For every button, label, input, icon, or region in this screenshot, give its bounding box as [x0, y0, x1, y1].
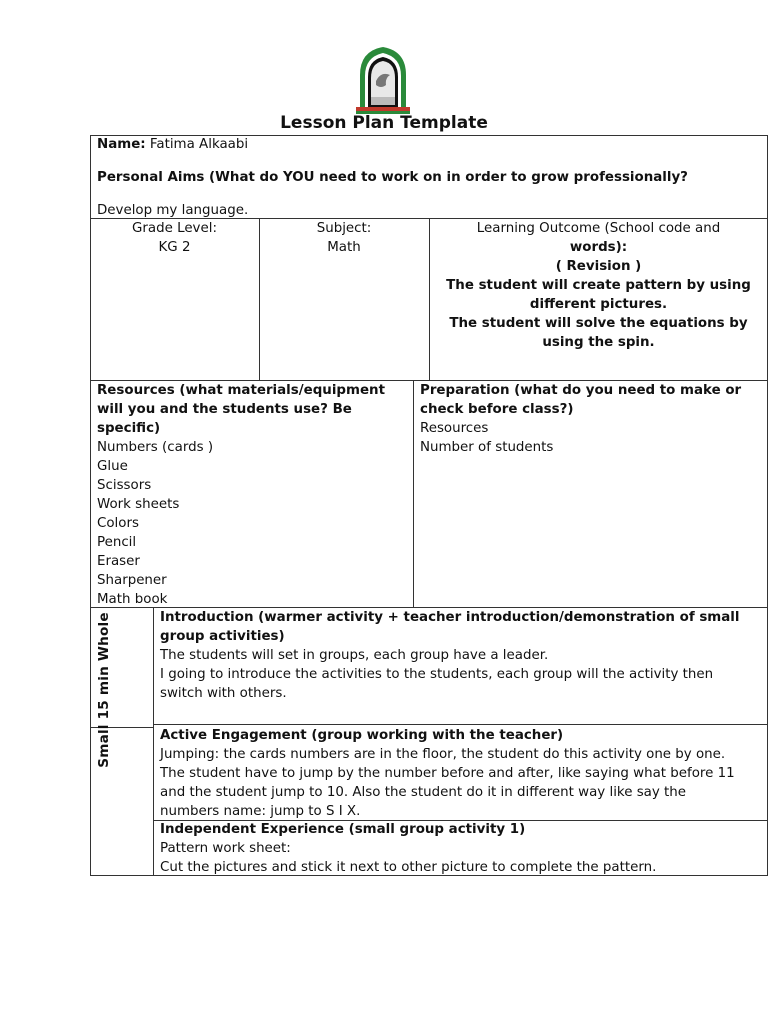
learning-outcome-label-cont: words): [569, 240, 628, 255]
outcome-line: The student will solve the equations by [449, 316, 748, 331]
preparation-heading-cont: check before class?) [420, 402, 574, 417]
independent-experience-heading: Independent Experience (small group activity 1) [160, 822, 526, 837]
personal-aims-label: Personal Aims (What do YOU need to work on in order to grow professionally? [97, 170, 688, 185]
introduction-line: switch with others. [160, 686, 287, 701]
outcome-line: The student will create pattern by using [446, 278, 751, 293]
active-engagement-heading: Active Engagement (group working with the teacher) [160, 728, 564, 743]
resources-heading-cont: will you and the students use? Be [97, 402, 352, 417]
resource-item: Work sheets [97, 497, 180, 512]
outcome-line: different pictures. [529, 297, 668, 312]
name-value: Fatima Alkaabi [149, 137, 249, 152]
active-engagement-line: and the student jump to 10. Also the student do it in different way like say the [160, 785, 687, 800]
resource-item: Pencil [97, 535, 137, 550]
resource-item: Numbers (cards ) [97, 440, 214, 455]
independent-experience-cell [160, 820, 764, 877]
preparation-item: Number of students [420, 440, 554, 455]
resource-item: Math book [97, 592, 168, 607]
introduction-line: I going to introduce the activities to the students, each group will the activity then [160, 667, 714, 682]
outcome-line: using the spin. [542, 335, 655, 350]
resource-item: Glue [97, 459, 128, 474]
introduction-heading: Introduction (warmer activity + teacher introduction/demonstration of small [160, 610, 740, 625]
page-title: Lesson Plan Template [280, 113, 488, 133]
preparation-item: Resources [420, 421, 489, 436]
resource-item: Scissors [97, 478, 152, 493]
introduction-heading-cont: group activities) [160, 629, 285, 644]
row-divider [153, 724, 768, 725]
subject-label: Subject: [316, 221, 372, 236]
personal-aims-value: Develop my language. [97, 203, 249, 218]
resources-cell [97, 381, 409, 609]
school-logo [352, 45, 414, 115]
independent-experience-line: Pattern work sheet: [160, 841, 291, 856]
introduction-line: The students will set in groups, each group have a leader. [160, 648, 549, 663]
learning-outcome-label: Learning Outcome (School code and [476, 221, 721, 236]
active-engagement-line: The student have to jump by the number before and after, like saying what before 11 [160, 766, 735, 781]
name-field [97, 135, 248, 154]
resources-heading: Resources (what materials/equipment [97, 383, 385, 398]
column-divider [413, 380, 414, 607]
grade-level-value: KG 2 [158, 240, 191, 255]
resource-item: Sharpener [97, 573, 167, 588]
grade-level-cell [90, 219, 259, 257]
name-label: Name: [97, 137, 146, 152]
active-engagement-line: Jumping: the cards numbers are in the floor, the student do this activity one by one. [160, 747, 726, 762]
resource-item: Colors [97, 516, 139, 531]
column-divider [153, 607, 154, 876]
active-engagement-line: numbers name: jump to S I X. [160, 804, 361, 819]
independent-experience-line: Cut the pictures and stick it next to other picture to complete the pattern. [160, 860, 657, 875]
learning-outcome-cell [429, 219, 768, 352]
resource-item: Eraser [97, 554, 140, 569]
revision-note: ( Revision ) [555, 259, 642, 274]
preparation-heading: Preparation (what do you need to make or [420, 383, 742, 398]
active-engagement-cell [160, 726, 764, 821]
grade-level-label: Grade Level: [132, 221, 217, 236]
side-label: Small 15 min Whole [96, 612, 112, 768]
subject-value: Math [327, 240, 361, 255]
subject-cell [259, 219, 429, 257]
preparation-cell [420, 381, 765, 457]
introduction-cell [160, 608, 764, 703]
resources-heading-cont: specific) [97, 421, 161, 436]
